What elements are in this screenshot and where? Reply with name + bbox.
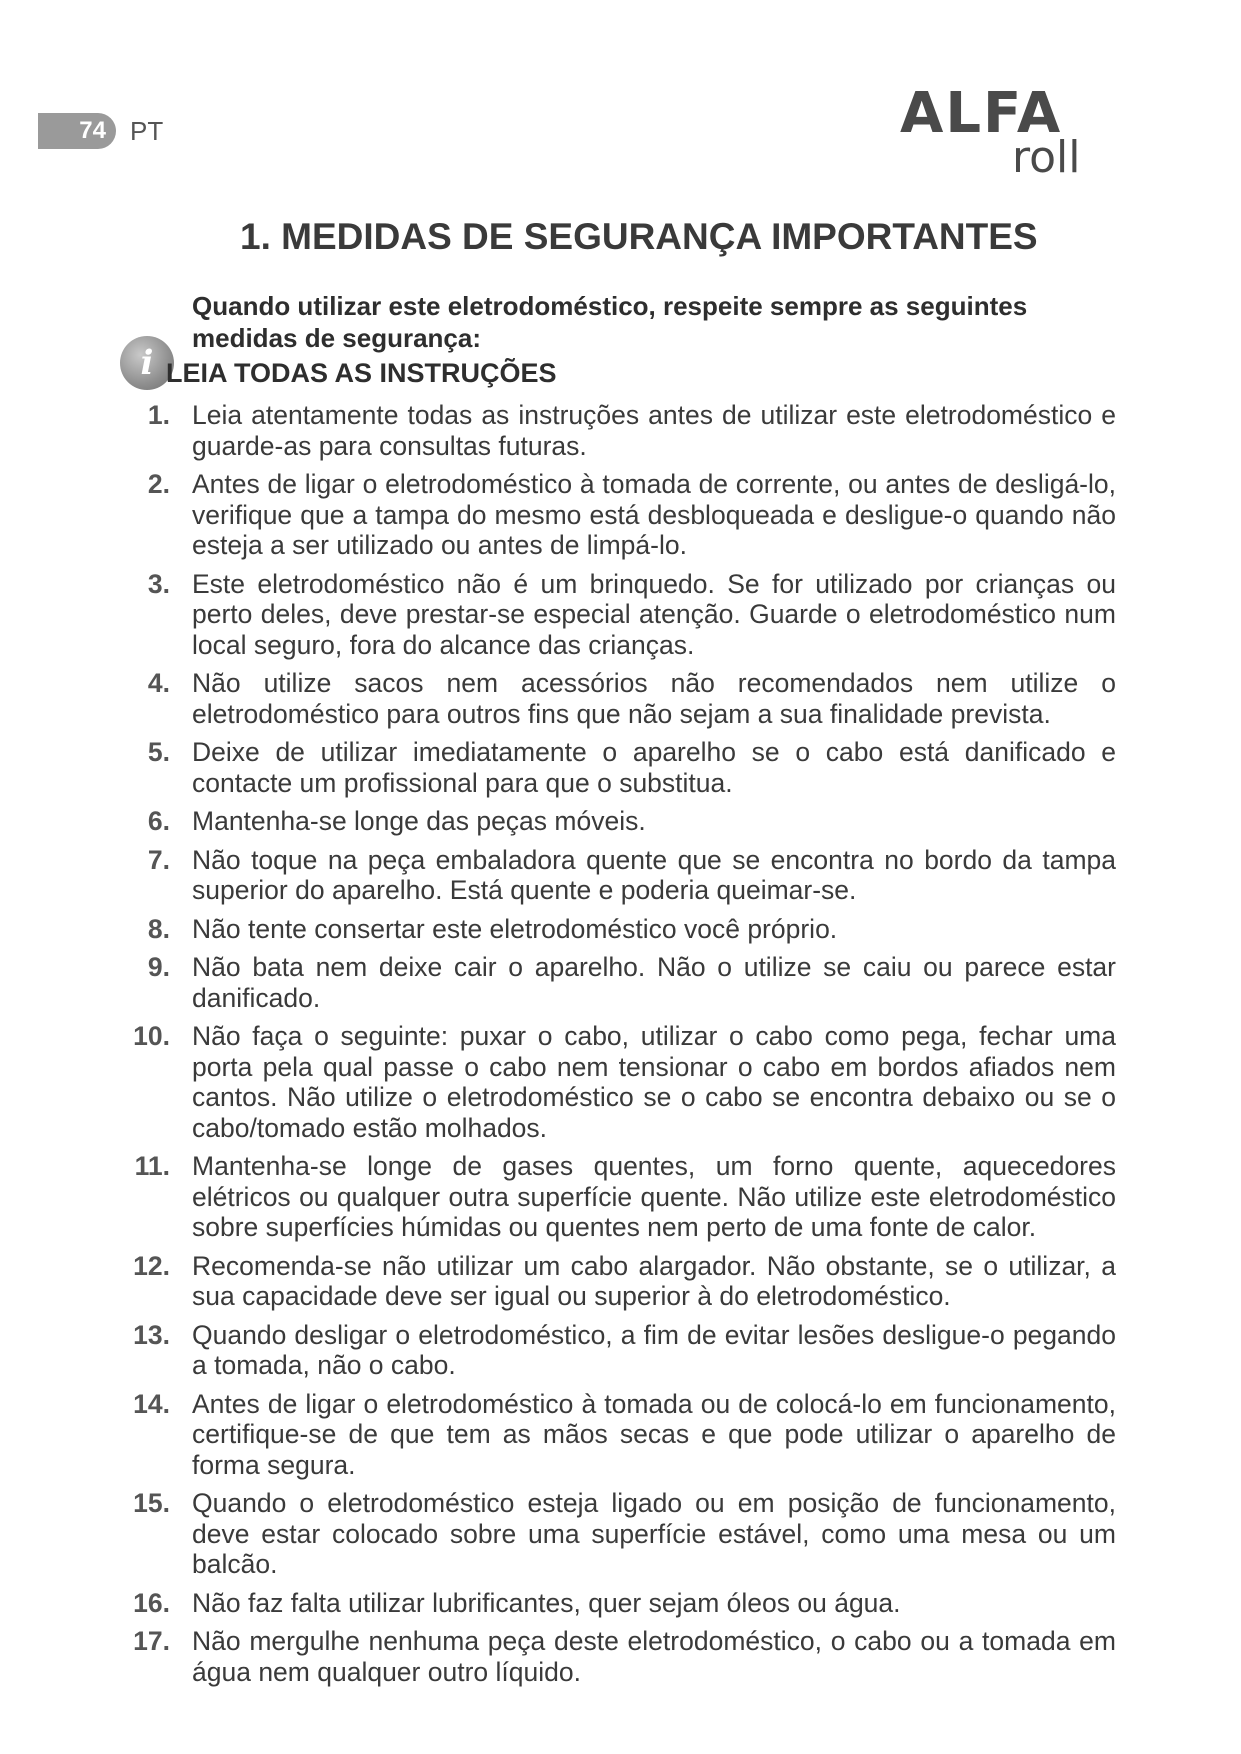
item-number: 5. [147,737,170,767]
item-text: Mantenha-se longe das peças móveis. [192,806,646,836]
list-item [0,845,1241,906]
list-item [0,737,1241,798]
item-number: 8. [147,913,170,944]
item-number: 14. [133,1388,170,1419]
list-item [0,1588,1241,1619]
item-number: 11. [134,1151,170,1181]
brand-logo [900,81,1100,186]
item-text: Antes de ligar o eletrodoméstico à tomada ou de colocá-lo em funcionamento, certifique-se de que tem as mãos secas e que pode utilizar o aparelho de forma segura. [192,1388,1116,1480]
item-number: 17. [133,1626,170,1656]
item-text: Mantenha-se longe de gases quentes, um forno quente, aquecedores elétricos ou qualquer outra superfície quente. Não utilize este eletrodoméstico sobre superfícies húmidas ou quentes nem perto de uma fonte de calor. [192,1151,1116,1242]
item-number: 6. [147,806,170,836]
item-number: 15. [133,1488,170,1518]
item-number: 13. [133,1319,170,1350]
item-text: Não tente consertar este eletrodoméstico você próprio. [192,913,838,944]
list-item [0,569,1241,661]
list-item [0,469,1241,561]
page-number-badge: 74 [38,113,116,149]
item-number: 1. [147,400,170,430]
item-text: Quando o eletrodoméstico esteja ligado ou em posição de funcionamento, deve estar colocado sobre uma superfície estável, como uma mesa ou um balcão. [192,1488,1116,1579]
item-text: Recomenda-se não utilizar um cabo alargador. Não obstante, se o utilizar, a sua capacidade deve ser igual ou superior à do eletrodoméstico. [192,1250,1116,1311]
item-text: Quando desligar o eletrodoméstico, a fim de evitar lesões desligue-o pegando a tomada, não o cabo. [192,1319,1116,1380]
item-text: Não mergulhe nenhuma peça deste eletrodoméstico, o cabo ou a tomada em água nem qualquer outro líquido. [192,1626,1116,1687]
item-number: 7. [147,844,170,875]
list-item [0,668,1241,729]
item-text: Não faz falta utilizar lubrificantes, quer sejam óleos ou água. [192,1587,901,1618]
list-item [0,914,1241,945]
logo-main-text: ALFA [900,81,1063,146]
list-item [0,1151,1241,1243]
safety-list [0,400,1241,1695]
item-number: 10. [133,1021,170,1051]
item-text: Leia atentamente todas as instruções antes de utilizar este eletrodoméstico e guarde-as para consultas futuras. [192,400,1116,461]
item-text: Este eletrodoméstico não é um brinquedo. Se for utilizado por crianças ou perto deles, deve prestar-se especial atenção. Guarde o eletrodoméstico num local seguro, fora do alcance das crianças. [192,568,1116,660]
page-title: 1. MEDIDAS DE SEGURANÇA IMPORTANTES [240,216,1038,257]
list-item [0,1021,1241,1143]
list-item [0,806,1241,837]
list-item [0,1389,1241,1481]
list-item [0,400,1241,461]
language-code: PT [130,116,164,146]
item-text: Não faça o seguinte: puxar o cabo, utilizar o cabo como pega, fechar uma porta pela qual passe o cabo nem tensionar o cabo em bordos afiados nem cantos. Não utilize o eletrodoméstico se o cabo se encontra debaixo ou se o cabo/tomado estão molhados. [192,1021,1116,1143]
item-text: Não utilize sacos nem acessórios não recomendados nem utilize o eletrodoméstico para outros fins que não sejam a sua finalidade prevista. [192,668,1116,729]
list-item [0,1320,1241,1381]
item-number: 3. [147,568,170,599]
item-text: Não toque na peça embaladora quente que se encontra no bordo da tampa superior do aparelho. Está quente e poderia queimar-se. [192,844,1116,905]
info-icon: i [120,336,174,390]
item-number: 4. [147,668,170,698]
list-item [0,1251,1241,1312]
list-item [0,1488,1241,1580]
list-item [0,1626,1241,1687]
list-item [0,952,1241,1013]
logo-sub-text: roll [1012,132,1081,183]
item-text: Não bata nem deixe cair o aparelho. Não o utilize se caiu ou parece estar danificado. [192,952,1116,1013]
item-number: 2. [147,469,170,499]
item-number: 9. [147,952,170,982]
item-text: Deixe de utilizar imediatamente o aparelho se o cabo está danificado e contacte um profissional para que o substitua. [192,737,1116,798]
item-number: 12. [133,1250,170,1281]
intro-text: Quando utilizar este eletrodoméstico, respeite sempre as seguintes medidas de segurança: [192,291,1028,353]
item-text: Antes de ligar o eletrodoméstico à tomada de corrente, ou antes de desligá-lo, verifique que a tampa do mesmo está desbloqueada e desligue-o quando não esteja a ser utilizado ou antes de limpá-lo. [192,469,1116,560]
section-subheading: LEIA TODAS AS INSTRUÇÕES [166,358,557,388]
item-number: 16. [133,1587,170,1618]
